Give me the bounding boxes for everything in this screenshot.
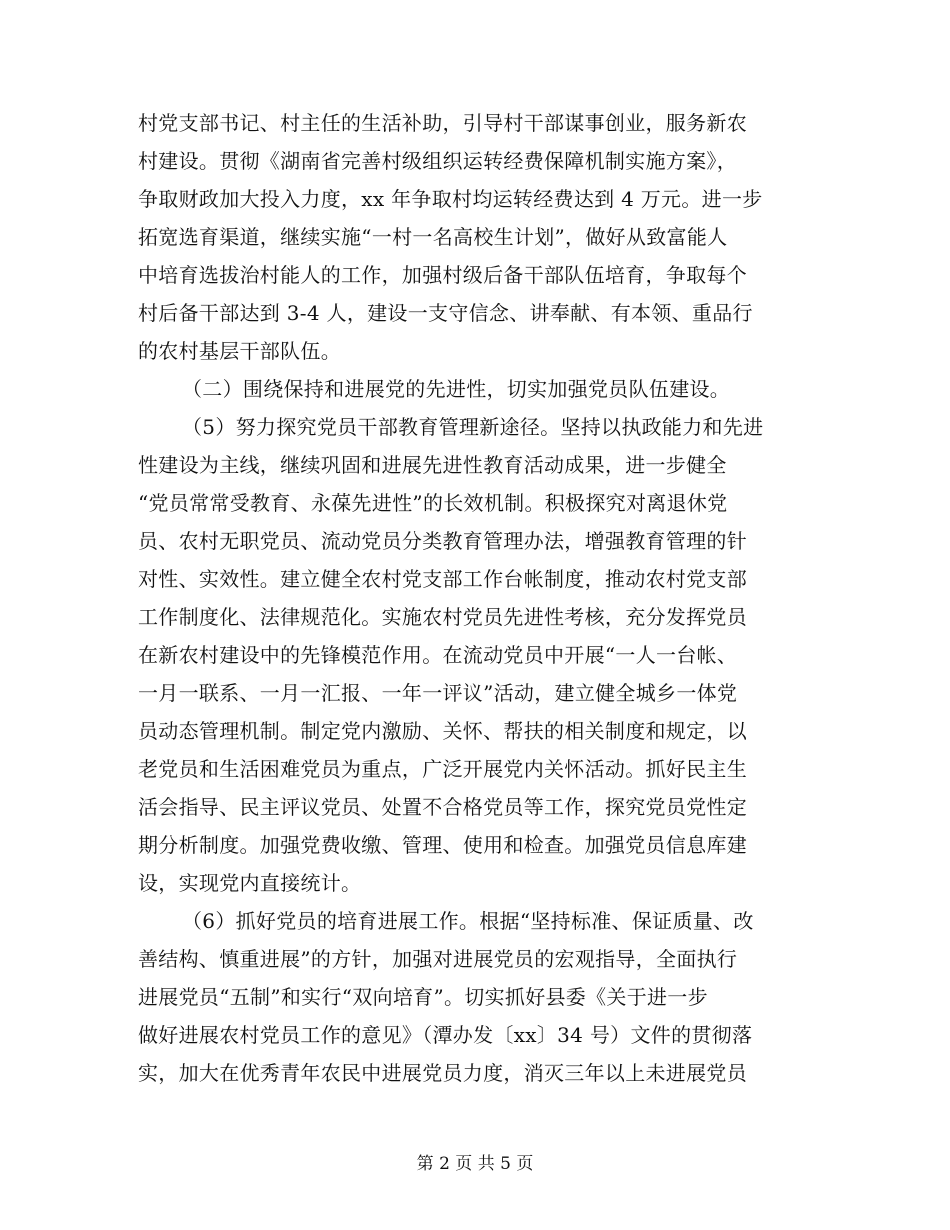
- text-line: （5）努力探究党员干部教育管理新途径。坚持以执政能力和先进: [182, 415, 764, 439]
- text-line: 设，实现党内直接统计。: [138, 871, 362, 895]
- text-line: 期分析制度。加强党费收缴、管理、使用和检查。加强党员信息库建: [138, 833, 747, 857]
- text-line: 村党支部书记、村主任的生活补助，引导村干部谋事创业，服务新农: [138, 111, 747, 135]
- text-line: 中培育选拔治村能人的工作，加强村级后备干部队伍培育，争取每个: [138, 263, 747, 287]
- text-line: 对性、实效性。建立健全农村党支部工作台帐制度，推动农村党支部: [138, 567, 747, 591]
- text-line: 争取财政加大投入力度，xx 年争取村均运转经费达到 4 万元。进一步: [138, 187, 763, 211]
- text-line: 实，加大在优秀青年农民中进展党员力度，消灭三年以上未进展党员: [138, 1061, 747, 1085]
- text-line: 老党员和生活困难党员为重点，广泛开展党内关怀活动。抓好民主生: [138, 757, 747, 781]
- text-line: 员动态管理机制。制定党内激励、关怀、帮扶的相关制度和规定，以: [138, 719, 747, 743]
- text-line: 村后备干部达到 3-4 人，建设一支守信念、讲奉献、有本领、重品行: [138, 301, 753, 325]
- text-line: （二）围绕保持和进展党的先进性，切实加强党员队伍建设。: [182, 377, 731, 401]
- text-line: 一月一联系、一月一汇报、一年一评议”活动，建立健全城乡一体党: [138, 681, 738, 705]
- text-line: 善结构、慎重进展”的方针，加强对进展党员的宏观指导，全面执行: [138, 947, 738, 971]
- text-line: 工作制度化、法律规范化。实施农村党员先进性考核，充分发挥党员: [138, 605, 747, 629]
- text-line: 进展党员“五制”和实行“双向培育”。切实抓好县委《关于进一步: [138, 985, 708, 1009]
- page-number-footer: 第 2 页 共 5 页: [416, 1154, 534, 1174]
- text-line: 拓宽选育渠道，继续实施“一村一名高校生计划”，做好从致富能人: [138, 225, 728, 249]
- text-line: 活会指导、民主评议党员、处置不合格党员等工作，探究党员党性定: [138, 795, 747, 819]
- text-line: 在新农村建设中的先锋模范作用。在流动党员中开展“一人一台帐、: [138, 643, 738, 667]
- text-line: 村建设。贯彻《湖南省完善村级组织运转经费保障机制实施方案》，: [138, 149, 737, 173]
- document-body: [138, 104, 818, 1092]
- text-line: 性建设为主线，继续巩固和进展先进性教育活动成果，进一步健全: [138, 453, 727, 477]
- text-line: 员、农村无职党员、流动党员分类教育管理办法，增强教育管理的针: [138, 529, 747, 553]
- text-line: “党员常常受教育、永葆先进性”的长效机制。积极探究对离退休党: [138, 491, 728, 515]
- text-line: （6）抓好党员的培育进展工作。根据“坚持标准、保证质量、改: [182, 909, 754, 933]
- text-line: 做好进展农村党员工作的意见》（潭办发〔xx〕34 号）文件的贯彻落: [138, 1023, 753, 1047]
- text-line: 的农村基层干部队伍。: [138, 339, 341, 363]
